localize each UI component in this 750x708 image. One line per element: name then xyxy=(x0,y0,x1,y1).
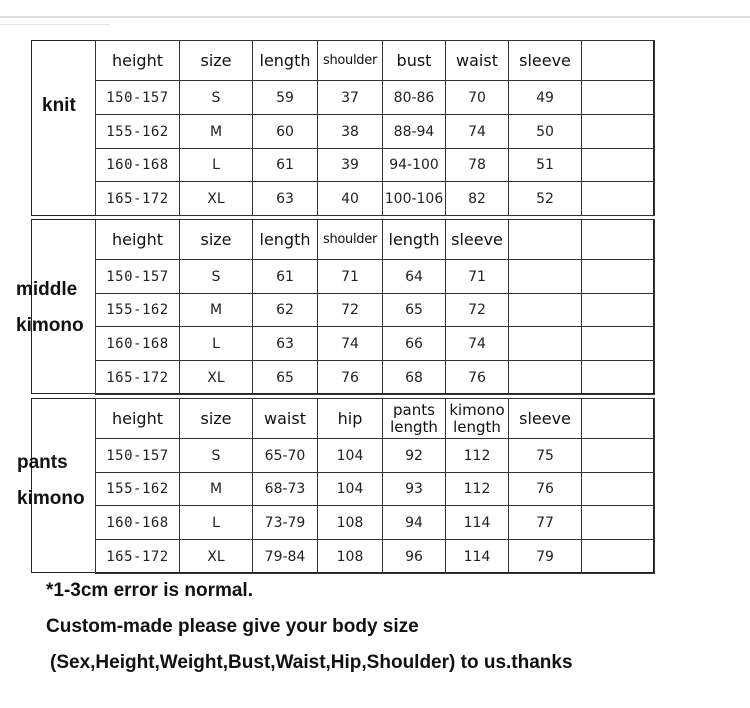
cell-empty xyxy=(582,540,655,574)
middle-header-empty-2 xyxy=(582,220,655,260)
pants-header-sleeve: sleeve xyxy=(509,399,582,439)
cell-pants-length: 92 xyxy=(383,439,446,473)
cell-hip: 104 xyxy=(318,439,383,473)
knit-header-size: size xyxy=(180,41,253,81)
middle-kimono-label-line1: middle xyxy=(16,279,78,300)
pants-kimono-label-line2: kimono xyxy=(17,488,85,509)
cell-kimono-length: 112 xyxy=(446,439,509,473)
cell-kimono-length: 114 xyxy=(446,506,509,540)
cell-length: 63 xyxy=(253,182,318,216)
cell-sleeve: 75 xyxy=(509,439,582,473)
table-row xyxy=(96,506,655,540)
knit-header-height: height xyxy=(96,41,180,81)
middle-kimono-size-table xyxy=(95,219,655,395)
table-row xyxy=(96,361,655,395)
cell-size: S xyxy=(180,260,253,294)
table-row xyxy=(96,473,655,506)
cell-shoulder: 37 xyxy=(318,81,383,115)
cell-length: 65 xyxy=(253,361,318,395)
cell-pants-length: 94 xyxy=(383,506,446,540)
cell-hip: 108 xyxy=(318,506,383,540)
cell-length-2: 64 xyxy=(383,260,446,294)
middle-header-length: length xyxy=(253,220,318,260)
cell-kimono-length: 112 xyxy=(446,473,509,506)
cell-size: L xyxy=(180,149,253,182)
cell-length: 62 xyxy=(253,294,318,327)
cell-length-2: 65 xyxy=(383,294,446,327)
cell-size: XL xyxy=(180,182,253,216)
knit-header-sleeve: sleeve xyxy=(509,41,582,81)
cell-bust: 94-100 xyxy=(383,149,446,182)
cell-empty xyxy=(582,473,655,506)
note-custom-made: Custom-made please give your body size xyxy=(46,616,419,637)
knit-size-table xyxy=(95,40,655,216)
cell-shoulder: 74 xyxy=(318,327,383,361)
cell-empty xyxy=(582,439,655,473)
cell-shoulder: 72 xyxy=(318,294,383,327)
cell-bust: 80-86 xyxy=(383,81,446,115)
cell-height: 165-172 xyxy=(96,182,180,216)
knit-header-length: length xyxy=(253,41,318,81)
cell-bust: 100-106 xyxy=(383,182,446,216)
cell-size: M xyxy=(180,115,253,149)
cell-waist: 68-73 xyxy=(253,473,318,506)
cell-sleeve: 52 xyxy=(509,182,582,216)
middle-header-empty xyxy=(509,220,582,260)
pants-kimono-header-row xyxy=(96,399,655,439)
cell-waist: 82 xyxy=(446,182,509,216)
cell-height: 150-157 xyxy=(96,260,180,294)
table-row xyxy=(96,182,655,216)
pants-header-kimono-length xyxy=(446,399,509,439)
cell-empty xyxy=(582,115,655,149)
cell-height: 160-168 xyxy=(96,506,180,540)
table-row xyxy=(96,294,655,327)
pants-header-kimono-length-line1: kimono xyxy=(449,400,505,419)
cell-sleeve: 51 xyxy=(509,149,582,182)
cell-height: 150-157 xyxy=(96,439,180,473)
cell-height: 165-172 xyxy=(96,540,180,574)
knit-header-waist: waist xyxy=(446,41,509,81)
knit-header-shoulder: shoulder xyxy=(318,41,383,81)
cell-empty xyxy=(582,294,655,327)
cell-size: L xyxy=(180,327,253,361)
cell-empty xyxy=(582,182,655,216)
cell-sleeve: 71 xyxy=(446,260,509,294)
pants-header-kimono-length-line2: length xyxy=(453,417,501,436)
cell-height: 155-162 xyxy=(96,294,180,327)
cell-waist: 79-84 xyxy=(253,540,318,574)
cell-empty xyxy=(582,81,655,115)
cell-sleeve: 72 xyxy=(446,294,509,327)
cell-height: 155-162 xyxy=(96,115,180,149)
cell-empty xyxy=(582,361,655,395)
pants-header-pants-length-line1: pants xyxy=(393,400,435,419)
middle-header-height: height xyxy=(96,220,180,260)
pants-header-pants-length-line2: length xyxy=(390,417,438,436)
table-row xyxy=(96,327,655,361)
cell-waist: 70 xyxy=(446,81,509,115)
cell-length: 59 xyxy=(253,81,318,115)
cell-empty xyxy=(509,260,582,294)
knit-header-empty xyxy=(582,41,655,81)
cell-waist: 74 xyxy=(446,115,509,149)
cell-empty xyxy=(509,327,582,361)
cell-size: M xyxy=(180,294,253,327)
cell-empty xyxy=(582,506,655,540)
cell-sleeve: 77 xyxy=(509,506,582,540)
cell-length: 61 xyxy=(253,149,318,182)
pants-kimono-label-line1: pants xyxy=(17,452,68,473)
cell-sleeve: 76 xyxy=(509,473,582,506)
note-error-tolerance: *1-3cm error is normal. xyxy=(46,580,253,601)
cell-size: XL xyxy=(180,361,253,395)
cell-empty xyxy=(509,294,582,327)
table-row xyxy=(96,115,655,149)
cell-size: S xyxy=(180,439,253,473)
cell-sleeve: 79 xyxy=(509,540,582,574)
cell-size: M xyxy=(180,473,253,506)
cell-empty xyxy=(582,327,655,361)
cell-sleeve: 49 xyxy=(509,81,582,115)
knit-header-bust: bust xyxy=(383,41,446,81)
cell-hip: 108 xyxy=(318,540,383,574)
cell-waist: 78 xyxy=(446,149,509,182)
cell-empty xyxy=(509,361,582,395)
cell-length: 61 xyxy=(253,260,318,294)
pants-header-pants-length xyxy=(383,399,446,439)
middle-header-length-2: length xyxy=(383,220,446,260)
middle-kimono-label-line2: kimono xyxy=(16,315,84,336)
cell-size: S xyxy=(180,81,253,115)
cell-shoulder: 39 xyxy=(318,149,383,182)
note-measurements-list: (Sex,Height,Weight,Bust,Waist,Hip,Shoulder) to us.thanks xyxy=(50,652,573,673)
cell-sleeve: 74 xyxy=(446,327,509,361)
middle-header-shoulder: shoulder xyxy=(318,220,383,260)
cell-size: XL xyxy=(180,540,253,574)
table-row xyxy=(96,149,655,182)
cell-empty xyxy=(582,149,655,182)
cell-height: 160-168 xyxy=(96,327,180,361)
cell-size: L xyxy=(180,506,253,540)
cell-waist: 73-79 xyxy=(253,506,318,540)
middle-kimono-header-row xyxy=(96,220,655,260)
cell-empty xyxy=(582,260,655,294)
cell-length: 63 xyxy=(253,327,318,361)
knit-header-row xyxy=(96,41,655,81)
top-divider-short xyxy=(0,24,110,25)
cell-shoulder: 38 xyxy=(318,115,383,149)
pants-header-hip: hip xyxy=(318,399,383,439)
pants-header-size: size xyxy=(180,399,253,439)
pants-header-empty xyxy=(582,399,655,439)
cell-pants-length: 96 xyxy=(383,540,446,574)
cell-height: 160-168 xyxy=(96,149,180,182)
cell-length: 60 xyxy=(253,115,318,149)
pants-header-waist: waist xyxy=(253,399,318,439)
middle-header-sleeve: sleeve xyxy=(446,220,509,260)
middle-header-size: size xyxy=(180,220,253,260)
cell-hip: 104 xyxy=(318,473,383,506)
cell-kimono-length: 114 xyxy=(446,540,509,574)
cell-sleeve: 50 xyxy=(509,115,582,149)
cell-length-2: 66 xyxy=(383,327,446,361)
pants-kimono-size-table xyxy=(95,398,655,574)
cell-length-2: 68 xyxy=(383,361,446,395)
table-row xyxy=(96,81,655,115)
cell-pants-length: 93 xyxy=(383,473,446,506)
cell-sleeve: 76 xyxy=(446,361,509,395)
pants-header-height: height xyxy=(96,399,180,439)
knit-label: knit xyxy=(42,95,76,116)
cell-shoulder: 71 xyxy=(318,260,383,294)
cell-height: 150-157 xyxy=(96,81,180,115)
cell-shoulder: 40 xyxy=(318,182,383,216)
cell-shoulder: 76 xyxy=(318,361,383,395)
cell-height: 165-172 xyxy=(96,361,180,395)
cell-bust: 88-94 xyxy=(383,115,446,149)
table-row xyxy=(96,439,655,473)
cell-waist: 65-70 xyxy=(253,439,318,473)
table-row xyxy=(96,260,655,294)
table-row xyxy=(96,540,655,574)
top-divider xyxy=(0,16,750,18)
cell-height: 155-162 xyxy=(96,473,180,506)
